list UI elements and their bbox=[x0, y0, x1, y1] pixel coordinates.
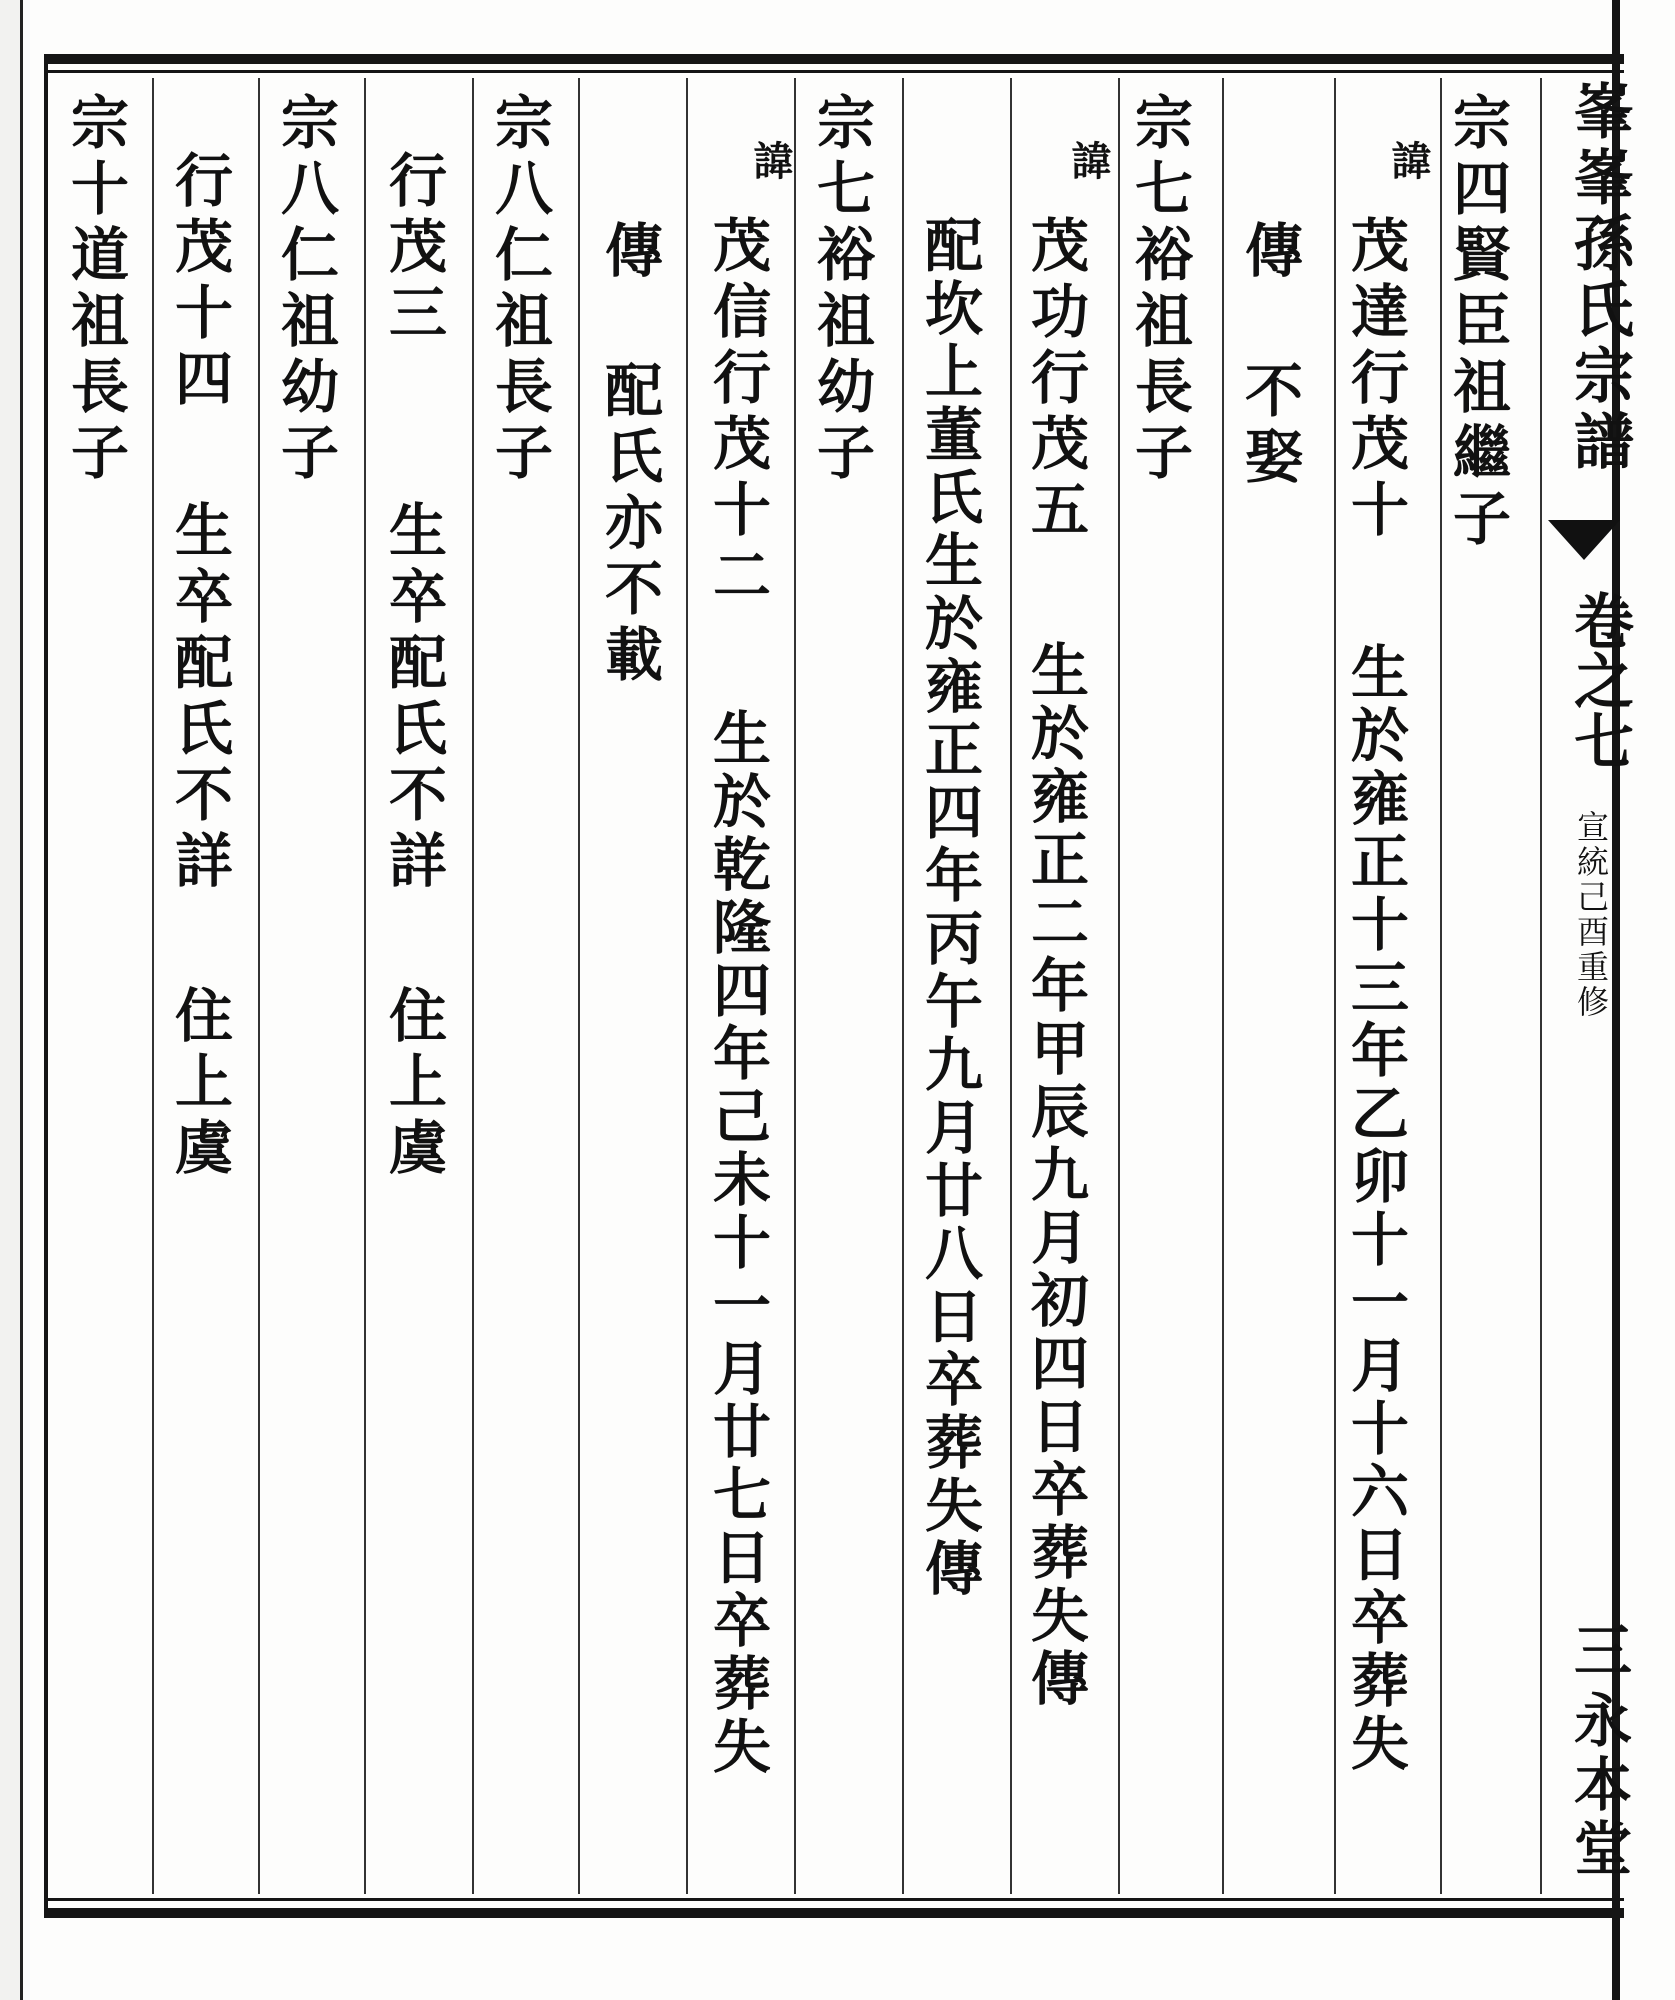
text-column: 生卒配氏不詳 bbox=[379, 500, 447, 896]
frame-bottom-line bbox=[44, 1908, 1624, 1918]
text-column-taboo-mark: 諱 bbox=[1065, 140, 1112, 184]
column-rule bbox=[686, 78, 688, 1894]
binding-edge bbox=[0, 0, 23, 2000]
column-rule bbox=[1222, 78, 1224, 1894]
text-column-taboo-mark: 諱 bbox=[1385, 140, 1432, 184]
text-column: 生於雍正二年甲辰九月初四日卒葬失傳 bbox=[1021, 640, 1089, 1711]
frame-bottom-thin-line bbox=[44, 1898, 1624, 1901]
text-column: 茂信行茂十二 bbox=[703, 215, 771, 611]
column-rule bbox=[152, 78, 154, 1894]
text-column: 配氏亦不載 bbox=[595, 360, 663, 690]
text-column: 行茂三 bbox=[379, 150, 447, 348]
column-rule bbox=[1440, 78, 1442, 1894]
text-column: 配坎上董氏生於雍正四年丙午九月廿八日卒葬失傳 bbox=[915, 215, 983, 1601]
column-rule bbox=[1010, 78, 1012, 1894]
column-rule bbox=[364, 78, 366, 1894]
margin-volume: 卷之七 bbox=[1564, 590, 1634, 770]
frame-top-thin-line bbox=[44, 70, 1624, 73]
margin-title: 峯峯孫氏宗譜 bbox=[1564, 80, 1634, 476]
text-column: 茂功行茂五 bbox=[1021, 215, 1089, 545]
column-rule bbox=[794, 78, 796, 1894]
text-column: 行茂十四 bbox=[165, 150, 233, 414]
margin-page-number: 三 bbox=[1564, 1620, 1632, 1684]
text-column: 生卒配氏不詳 bbox=[165, 500, 233, 896]
column-rule bbox=[1334, 78, 1336, 1894]
text-column: 傳 bbox=[1235, 220, 1303, 286]
text-column-taboo-mark: 諱 bbox=[747, 140, 794, 184]
text-column: 生於乾隆四年己未十一月廿七日卒葬失 bbox=[703, 708, 771, 1779]
text-column: 生於雍正十三年乙卯十一月十六日卒葬失 bbox=[1341, 642, 1409, 1776]
column-rule bbox=[578, 78, 580, 1894]
column-rule bbox=[472, 78, 474, 1894]
fishtail-mark bbox=[1548, 520, 1620, 560]
margin-edition: 宣統己酉重修 bbox=[1572, 810, 1610, 1020]
text-column: 宗七裕祖長子 bbox=[1125, 92, 1193, 488]
frame-top-line bbox=[44, 54, 1624, 64]
text-column: 茂達行茂十 bbox=[1341, 215, 1409, 545]
column-rule bbox=[258, 78, 260, 1894]
frame-left-line bbox=[44, 54, 48, 1918]
text-column: 住上虞 bbox=[379, 985, 447, 1183]
text-column: 宗八仁祖長子 bbox=[485, 92, 553, 488]
text-column: 宗七裕祖幼子 bbox=[807, 92, 875, 488]
text-column: 不娶 bbox=[1235, 360, 1303, 492]
text-column: 宗四賢臣祖繼子 bbox=[1443, 92, 1511, 554]
text-column: 住上虞 bbox=[165, 985, 233, 1183]
margin-hall-name: 永本堂 bbox=[1564, 1690, 1632, 1882]
column-rule bbox=[902, 78, 904, 1894]
text-column: 宗八仁祖幼子 bbox=[271, 92, 339, 488]
column-rule bbox=[1540, 78, 1542, 1894]
text-column: 宗十道祖長子 bbox=[61, 92, 129, 488]
column-rule bbox=[1118, 78, 1120, 1894]
text-column: 傳 bbox=[595, 220, 663, 286]
